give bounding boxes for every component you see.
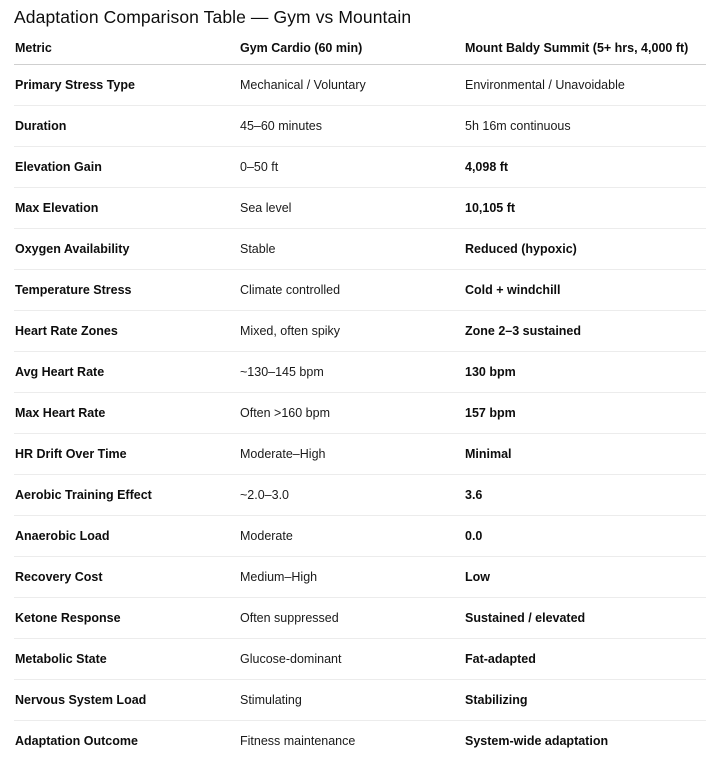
cell-metric: Nervous System Load bbox=[14, 680, 239, 721]
cell-mountain: Environmental / Unavoidable bbox=[464, 65, 706, 106]
cell-gym: Glucose-dominant bbox=[239, 639, 464, 680]
table-row bbox=[14, 516, 706, 557]
table-row bbox=[14, 475, 706, 516]
cell-gym: ~130–145 bpm bbox=[239, 352, 464, 393]
table-row bbox=[14, 65, 706, 106]
table-row bbox=[14, 639, 706, 680]
table-row bbox=[14, 721, 706, 761]
cell-gym: ~2.0–3.0 bbox=[239, 475, 464, 516]
cell-gym: Fitness maintenance bbox=[239, 721, 464, 761]
cell-mountain: 157 bpm bbox=[464, 393, 706, 434]
header-metric: Metric bbox=[14, 36, 239, 65]
header-row bbox=[14, 36, 706, 65]
cell-mountain: Minimal bbox=[464, 434, 706, 475]
table-header bbox=[14, 36, 706, 65]
cell-metric: Recovery Cost bbox=[14, 557, 239, 598]
cell-mountain: Cold + windchill bbox=[464, 270, 706, 311]
comparison-table bbox=[14, 36, 706, 761]
table-row bbox=[14, 311, 706, 352]
cell-gym: Moderate bbox=[239, 516, 464, 557]
cell-metric: Aerobic Training Effect bbox=[14, 475, 239, 516]
table-body bbox=[14, 65, 706, 761]
table-row bbox=[14, 680, 706, 721]
cell-mountain: 0.0 bbox=[464, 516, 706, 557]
cell-metric: Oxygen Availability bbox=[14, 229, 239, 270]
header-mountain: Mount Baldy Summit (5+ hrs, 4,000 ft) bbox=[464, 36, 706, 65]
cell-mountain: 3.6 bbox=[464, 475, 706, 516]
cell-gym: Medium–High bbox=[239, 557, 464, 598]
cell-metric: Duration bbox=[14, 106, 239, 147]
cell-metric: Anaerobic Load bbox=[14, 516, 239, 557]
cell-gym: 0–50 ft bbox=[239, 147, 464, 188]
cell-metric: Temperature Stress bbox=[14, 270, 239, 311]
cell-mountain: Low bbox=[464, 557, 706, 598]
table-row bbox=[14, 147, 706, 188]
cell-metric: Max Elevation bbox=[14, 188, 239, 229]
cell-metric: Heart Rate Zones bbox=[14, 311, 239, 352]
cell-mountain: 130 bpm bbox=[464, 352, 706, 393]
table-row bbox=[14, 598, 706, 639]
table-title: Adaptation Comparison Table — Gym vs Mountain bbox=[14, 6, 706, 28]
cell-gym: Climate controlled bbox=[239, 270, 464, 311]
table-row bbox=[14, 557, 706, 598]
cell-metric: HR Drift Over Time bbox=[14, 434, 239, 475]
cell-metric: Elevation Gain bbox=[14, 147, 239, 188]
cell-mountain: System-wide adaptation bbox=[464, 721, 706, 761]
table-row bbox=[14, 106, 706, 147]
cell-metric: Metabolic State bbox=[14, 639, 239, 680]
cell-gym: Mixed, often spiky bbox=[239, 311, 464, 352]
cell-gym: Stable bbox=[239, 229, 464, 270]
cell-metric: Adaptation Outcome bbox=[14, 721, 239, 761]
cell-gym: Often suppressed bbox=[239, 598, 464, 639]
table-row bbox=[14, 352, 706, 393]
cell-gym: Stimulating bbox=[239, 680, 464, 721]
cell-mountain: Sustained / elevated bbox=[464, 598, 706, 639]
cell-metric: Ketone Response bbox=[14, 598, 239, 639]
cell-gym: Moderate–High bbox=[239, 434, 464, 475]
table-row bbox=[14, 229, 706, 270]
cell-mountain: Zone 2–3 sustained bbox=[464, 311, 706, 352]
cell-gym: Sea level bbox=[239, 188, 464, 229]
cell-metric: Avg Heart Rate bbox=[14, 352, 239, 393]
cell-mountain: 4,098 ft bbox=[464, 147, 706, 188]
cell-mountain: 10,105 ft bbox=[464, 188, 706, 229]
cell-metric: Primary Stress Type bbox=[14, 65, 239, 106]
cell-metric: Max Heart Rate bbox=[14, 393, 239, 434]
cell-mountain: Stabilizing bbox=[464, 680, 706, 721]
header-gym: Gym Cardio (60 min) bbox=[239, 36, 464, 65]
cell-gym: Often >160 bpm bbox=[239, 393, 464, 434]
cell-gym: 45–60 minutes bbox=[239, 106, 464, 147]
cell-mountain: Fat-adapted bbox=[464, 639, 706, 680]
table-row bbox=[14, 434, 706, 475]
cell-gym: Mechanical / Voluntary bbox=[239, 65, 464, 106]
cell-mountain: 5h 16m continuous bbox=[464, 106, 706, 147]
table-row bbox=[14, 270, 706, 311]
table-row bbox=[14, 188, 706, 229]
table-row bbox=[14, 393, 706, 434]
cell-mountain: Reduced (hypoxic) bbox=[464, 229, 706, 270]
